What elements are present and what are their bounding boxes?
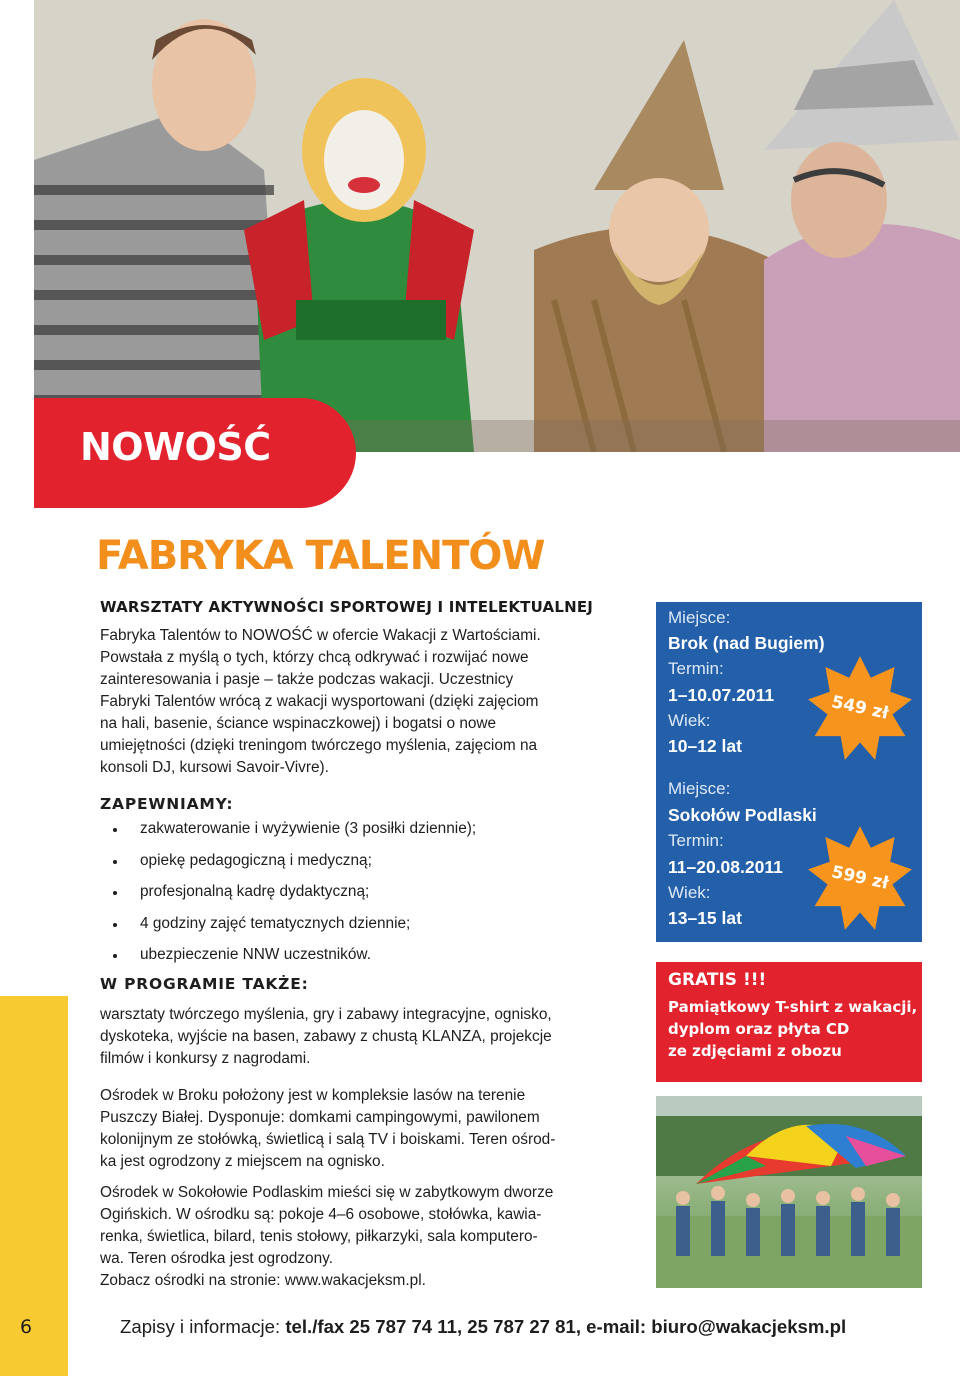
top-photo-illustration [34, 0, 960, 452]
footer-contact [120, 1316, 846, 1338]
bottom-photo-parachute-game [656, 1096, 922, 1288]
intro-line: konsoli DJ, kursowi Savoir-Vivre). [100, 759, 329, 776]
camp-2-price: 599 zł [829, 862, 891, 894]
list-item: profesjonalną kadrę dydaktyczną; [110, 881, 610, 913]
gratis-details [668, 996, 917, 1062]
intro-line: Fabryki Talentów wrócą z wakacji wysportowani (dzięki zajęciom [100, 693, 539, 710]
side-strip [0, 996, 68, 1376]
sokolow-paragraph [100, 1182, 620, 1292]
camp-1-price: 549 zł [829, 692, 891, 724]
page-number: 6 [20, 1316, 33, 1338]
camp-1-term: 1–10.07.2011 [668, 685, 775, 705]
gratis-heading: GRATIS !!! [668, 970, 767, 990]
program-heading: W PROGRAMIE TAKŻE: [100, 975, 309, 993]
subtitle: WARSZTATY AKTYWNOŚCI SPORTOWEJ I INTELEKTUALNEJ [100, 598, 594, 616]
gratis-box [656, 962, 922, 1082]
brok-line: ka jest ogrodzony z miejscem na ognisko. [100, 1153, 385, 1170]
page-title: FABRYKA TALENTÓW [96, 533, 545, 579]
term-label: Termin: [668, 659, 724, 678]
intro-line: umiejętności (dzięki treningom twórczego myślenia, zajęciom na [100, 737, 538, 754]
zapewniamy-list [110, 818, 610, 976]
brok-paragraph [100, 1085, 620, 1173]
gratis-line: dyplom oraz płyta CD [668, 1020, 850, 1038]
intro-line: na hali, basenie, ściance wspinaczkowej) i bogatsi o nowe [100, 715, 497, 732]
new-badge [34, 398, 356, 508]
footer-prefix: Zapisy i informacje: [120, 1316, 281, 1337]
sokolow-website-line: Zobacz ośrodki na stronie: www.wakacjeksm.pl. [100, 1272, 426, 1289]
intro-line: Fabryka Talentów to NOWOŚĆ w ofercie Wakacji z Wartościami. [100, 627, 541, 644]
camp-2-place: Sokołów Podlaski [668, 805, 817, 825]
footer-contact-details: tel./fax 25 787 74 11, 25 787 27 81, e-mail: biuro@wakacjeksm.pl [285, 1316, 847, 1337]
camp-2-age: 13–15 lat [668, 908, 742, 928]
camp-info-box [656, 602, 922, 942]
price-star-1 [806, 654, 914, 762]
list-item: zakwaterowanie i wyżywienie (3 posiłki dziennie); [110, 818, 610, 850]
age-label: Wiek: [668, 883, 711, 902]
bottom-photo-illustration [656, 1096, 922, 1288]
intro-line: Powstała z myślą o tych, którzy chcą odkrywać i rozwijać nowe [100, 649, 529, 666]
age-label: Wiek: [668, 711, 711, 730]
sokolow-line: wa. Teren ośrodka jest ogrodzony. [100, 1250, 333, 1267]
place-label: Miejsce: [668, 608, 731, 627]
zapewniamy-heading: ZAPEWNIAMY: [100, 795, 234, 813]
list-item: ubezpieczenie NNW uczestników. [110, 944, 610, 976]
price-star-2 [806, 824, 914, 932]
intro-line: zainteresowania i pasje – także podczas wakacji. Uczestnicy [100, 671, 514, 688]
brok-line: Ośrodek w Broku położony jest w kompleksie lasów na terenie [100, 1087, 526, 1104]
sokolow-line: Ośrodek w Sokołowie Podlaskim mieści się w zabytkowym dworze [100, 1184, 554, 1201]
camp-2-term: 11–20.08.2011 [668, 857, 783, 877]
program-line: warsztaty twórczego myślenia, gry i zabawy integracyjne, ognisko, [100, 1006, 552, 1023]
program-line: dyskoteka, wyjście na basen, zabawy z chustą KLANZA, projekcje [100, 1028, 552, 1045]
term-label: Termin: [668, 831, 724, 850]
brok-line: kolonijnym ze stołówką, świetlicą i salą TV i boiskami. Teren ośrod- [100, 1131, 556, 1148]
new-badge-text: NOWOŚĆ [80, 425, 271, 469]
sokolow-line: renka, świetlica, bilard, tenis stołowy, piłkarzyki, sala komputero- [100, 1228, 538, 1245]
gratis-line: Pamiątkowy T-shirt z wakacji, [668, 998, 918, 1016]
brok-line: Puszczy Białej. Dysponuje: domkami campingowymi, pawilonem [100, 1109, 540, 1126]
camp-1-place: Brok (nad Bugiem) [668, 633, 825, 653]
intro-paragraph [100, 625, 620, 779]
list-item: opiekę pedagogiczną i medyczną; [110, 850, 610, 882]
place-label: Miejsce: [668, 779, 731, 798]
sokolow-line: Ogińskich. W ośrodku są: pokoje 4–6 osobowe, stołówka, kawia- [100, 1206, 542, 1223]
program-line: filmów i konkursy z nagrodami. [100, 1050, 311, 1067]
camp-1-age: 10–12 lat [668, 736, 742, 756]
top-photo-costumed-students [34, 0, 960, 452]
gratis-line: ze zdjęciami z obozu [668, 1042, 842, 1060]
program-paragraph [100, 1004, 620, 1070]
list-item: 4 godziny zajęć tematycznych dziennie; [110, 913, 610, 945]
